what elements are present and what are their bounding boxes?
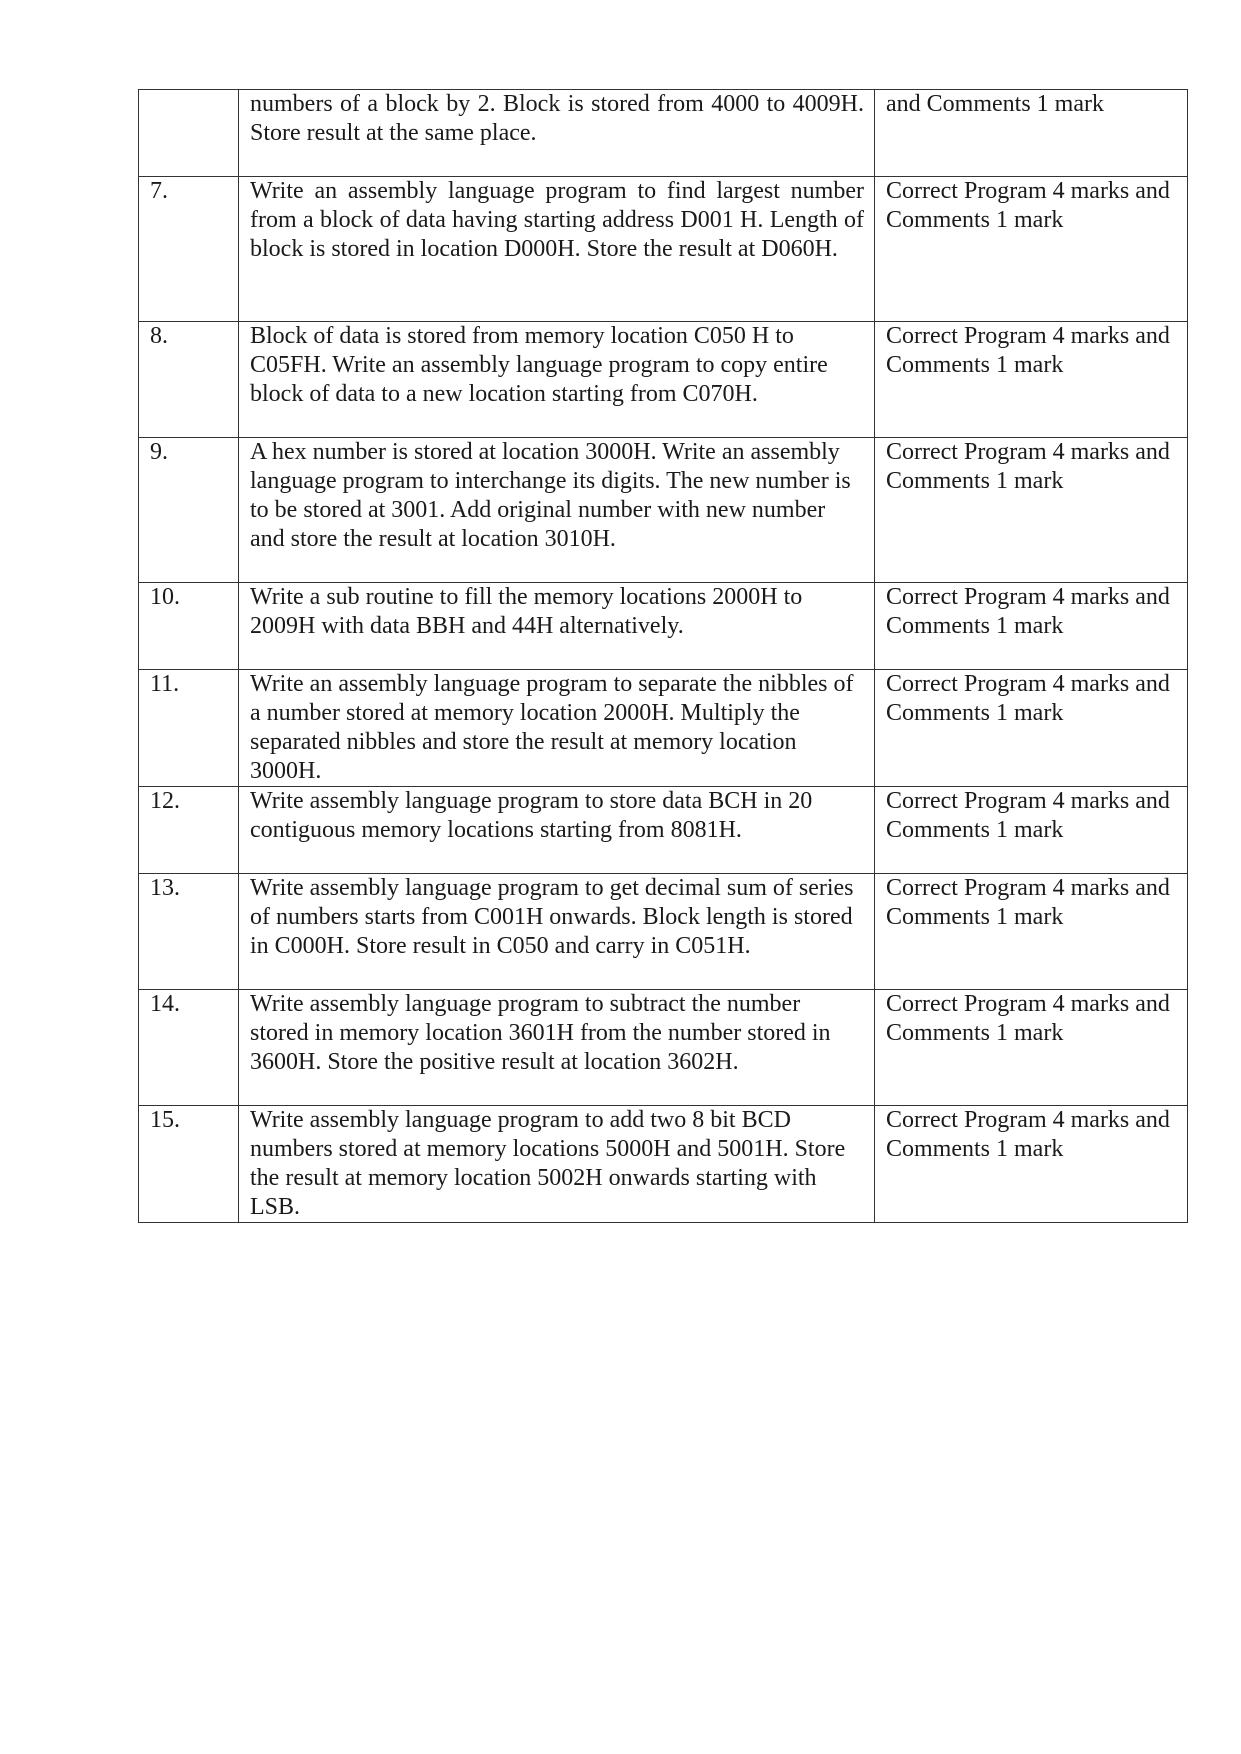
marks-scheme: Correct Program 4 marks and Comments 1 mark — [875, 787, 1188, 874]
table-row — [139, 874, 1188, 990]
question-text: Write a sub routine to fill the memory locations 2000H to 2009H with data BBH and 44H alternatively. — [239, 583, 875, 670]
question-number: 14. — [139, 990, 239, 1106]
question-table — [138, 89, 1188, 1223]
question-number: 7. — [139, 177, 239, 322]
marks-scheme: Correct Program 4 marks and Comments 1 mark — [875, 670, 1188, 787]
question-number — [139, 90, 239, 177]
marks-scheme: Correct Program 4 marks and Comments 1 mark — [875, 583, 1188, 670]
table-row — [139, 583, 1188, 670]
question-text: numbers of a block by 2. Block is stored from 4000 to 4009H. Store result at the same place. — [239, 90, 875, 177]
question-number: 15. — [139, 1106, 239, 1223]
marks-scheme: Correct Program 4 marks and Comments 1 mark — [875, 177, 1188, 322]
question-text: Write assembly language program to add two 8 bit BCD numbers stored at memory locations 5000H and 5001H. Store the result at memory location 5002H onwards starting with LSB. — [239, 1106, 875, 1223]
marks-scheme: Correct Program 4 marks and Comments 1 mark — [875, 322, 1188, 438]
table-row — [139, 787, 1188, 874]
question-number: 11. — [139, 670, 239, 787]
question-number: 9. — [139, 438, 239, 583]
table-row — [139, 990, 1188, 1106]
marks-scheme: Correct Program 4 marks and Comments 1 mark — [875, 874, 1188, 990]
table-row — [139, 1106, 1188, 1223]
question-number: 8. — [139, 322, 239, 438]
table-row — [139, 438, 1188, 583]
question-text: Write assembly language program to get decimal sum of series of numbers starts from C001H onwards. Block length is stored in C000H. Store result in C050 and carry in C051H. — [239, 874, 875, 990]
question-text: Write an assembly language program to find largest number from a block of data having starting address D001 H. Length of block is stored in location D000H. Store the result at D060H. — [239, 177, 875, 322]
marks-scheme: Correct Program 4 marks and Comments 1 mark — [875, 1106, 1188, 1223]
marks-scheme: and Comments 1 mark — [875, 90, 1188, 177]
question-number: 13. — [139, 874, 239, 990]
table-row — [139, 90, 1188, 177]
question-text: Write assembly language program to store data BCH in 20 contiguous memory locations starting from 8081H. — [239, 787, 875, 874]
table-row — [139, 670, 1188, 787]
question-text: A hex number is stored at location 3000H. Write an assembly language program to interchange its digits. The new number is to be stored at 3001. Add original number with new number and store the result at location 3010H. — [239, 438, 875, 583]
marks-scheme: Correct Program 4 marks and Comments 1 mark — [875, 438, 1188, 583]
question-text: Block of data is stored from memory location C050 H to C05FH. Write an assembly language program to copy entire block of data to a new location starting from C070H. — [239, 322, 875, 438]
table-row — [139, 322, 1188, 438]
marks-scheme: Correct Program 4 marks and Comments 1 mark — [875, 990, 1188, 1106]
question-number: 10. — [139, 583, 239, 670]
question-number: 12. — [139, 787, 239, 874]
question-text: Write assembly language program to subtract the number stored in memory location 3601H from the number stored in 3600H. Store the positive result at location 3602H. — [239, 990, 875, 1106]
table-row — [139, 177, 1188, 322]
question-text: Write an assembly language program to separate the nibbles of a number stored at memory location 2000H. Multiply the separated nibbles and store the result at memory location 3000H. — [239, 670, 875, 787]
